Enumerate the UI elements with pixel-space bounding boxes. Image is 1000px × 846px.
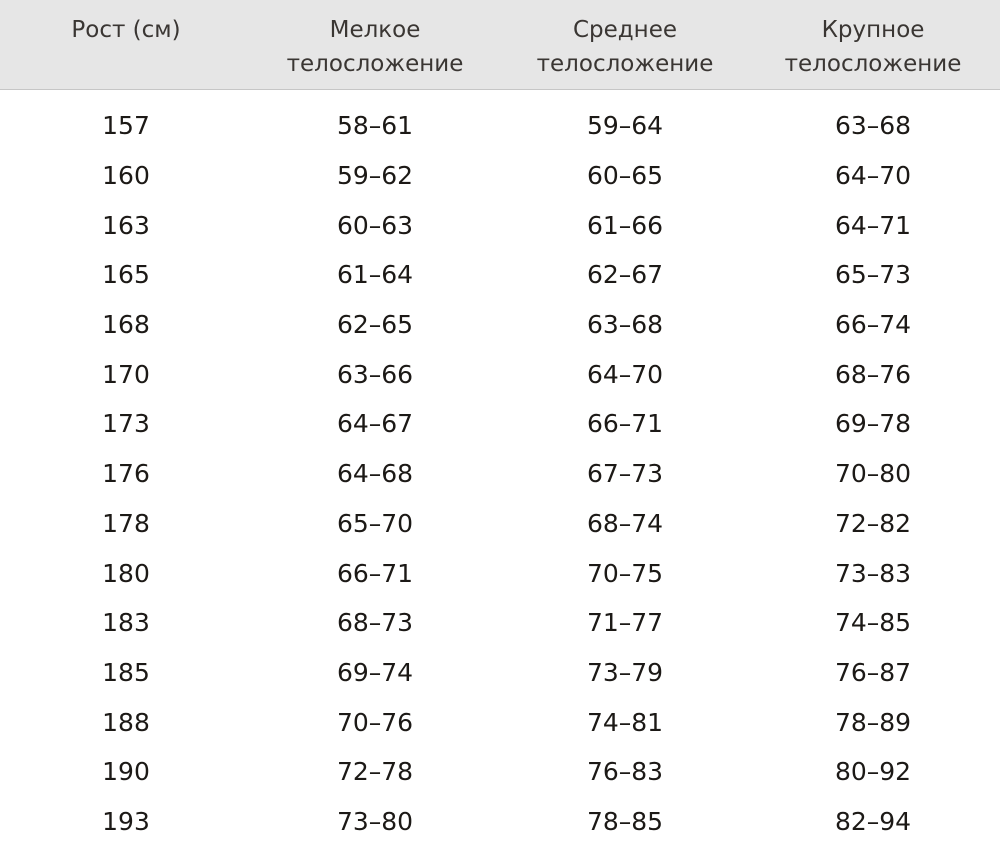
medium-frame-cell: 71–77: [586, 608, 664, 638]
small-frame-cell: 63–66: [336, 359, 414, 389]
large-frame-cell: 80–92: [834, 757, 912, 787]
medium-frame-cell: 73–79: [586, 657, 664, 687]
large-frame-cell: 74–85: [834, 608, 912, 638]
large-frame-cell: 76–87: [834, 657, 912, 687]
medium-frame-cell: 78–85: [586, 806, 664, 836]
height-cell: 185: [102, 657, 150, 687]
medium-frame-cell: 62–67: [586, 260, 664, 290]
height-cell: 188: [102, 707, 150, 737]
height-cell: 180: [102, 558, 150, 588]
table-row: [0, 300, 1000, 350]
table-row: [0, 449, 1000, 499]
small-frame-cell: 59–62: [336, 161, 414, 191]
height-cell: 190: [102, 757, 150, 787]
header-large-frame-label: Крупное телосложение: [784, 17, 962, 77]
large-frame-cell: 72–82: [834, 508, 912, 538]
small-frame-cell: 66–71: [336, 558, 414, 588]
small-frame-cell: 60–63: [336, 210, 414, 240]
large-frame-cell: 82–94: [834, 806, 912, 836]
medium-frame-cell: 70–75: [586, 558, 664, 588]
header-height: [26, 0, 226, 89]
large-frame-cell: 68–76: [834, 359, 912, 389]
small-frame-cell: 68–73: [336, 608, 414, 638]
header-small-frame: [275, 0, 475, 89]
table-row: [0, 499, 1000, 549]
medium-frame-cell: 60–65: [586, 161, 664, 191]
small-frame-cell: 58–61: [336, 111, 414, 141]
medium-frame-cell: 74–81: [586, 707, 664, 737]
table-body: [0, 101, 1000, 846]
small-frame-cell: 65–70: [336, 508, 414, 538]
height-cell: 163: [102, 210, 150, 240]
large-frame-cell: 63–68: [834, 111, 912, 141]
height-cell: 157: [102, 111, 150, 141]
table-row: [0, 200, 1000, 250]
header-medium-frame: [525, 0, 725, 89]
large-frame-cell: 73–83: [834, 558, 912, 588]
small-frame-cell: 62–65: [336, 310, 414, 340]
small-frame-cell: 64–68: [336, 459, 414, 489]
large-frame-cell: 64–70: [834, 161, 912, 191]
small-frame-cell: 73–80: [336, 806, 414, 836]
small-frame-cell: 69–74: [336, 657, 414, 687]
medium-frame-cell: 76–83: [586, 757, 664, 787]
table-row: [0, 151, 1000, 201]
header-small-frame-label: Мелкое телосложение: [286, 17, 464, 77]
small-frame-cell: 61–64: [336, 260, 414, 290]
medium-frame-cell: 67–73: [586, 459, 664, 489]
table-header-row: [0, 0, 1000, 90]
height-cell: 165: [102, 260, 150, 290]
table-row: [0, 797, 1000, 846]
large-frame-cell: 66–74: [834, 310, 912, 340]
header-large-frame: [773, 0, 973, 89]
table-row: [0, 399, 1000, 449]
large-frame-cell: 78–89: [834, 707, 912, 737]
table-row: [0, 548, 1000, 598]
height-cell: 168: [102, 310, 150, 340]
small-frame-cell: 70–76: [336, 707, 414, 737]
table-row: [0, 598, 1000, 648]
height-cell: 170: [102, 359, 150, 389]
height-cell: 193: [102, 806, 150, 836]
height-cell: 183: [102, 608, 150, 638]
table-row: [0, 101, 1000, 151]
table-row: [0, 250, 1000, 300]
small-frame-cell: 64–67: [336, 409, 414, 439]
large-frame-cell: 70–80: [834, 459, 912, 489]
medium-frame-cell: 59–64: [586, 111, 664, 141]
header-medium-frame-label: Среднее телосложение: [536, 17, 714, 77]
medium-frame-cell: 66–71: [586, 409, 664, 439]
table-row: [0, 349, 1000, 399]
table-row: [0, 697, 1000, 747]
height-cell: 160: [102, 161, 150, 191]
height-cell: 173: [102, 409, 150, 439]
large-frame-cell: 64–71: [834, 210, 912, 240]
height-cell: 176: [102, 459, 150, 489]
medium-frame-cell: 61–66: [586, 210, 664, 240]
height-cell: 178: [102, 508, 150, 538]
medium-frame-cell: 68–74: [586, 508, 664, 538]
large-frame-cell: 65–73: [834, 260, 912, 290]
large-frame-cell: 69–78: [834, 409, 912, 439]
medium-frame-cell: 63–68: [586, 310, 664, 340]
table-row: [0, 747, 1000, 797]
medium-frame-cell: 64–70: [586, 359, 664, 389]
header-height-label: Рост (см): [71, 17, 181, 43]
small-frame-cell: 72–78: [336, 757, 414, 787]
table-row: [0, 648, 1000, 698]
